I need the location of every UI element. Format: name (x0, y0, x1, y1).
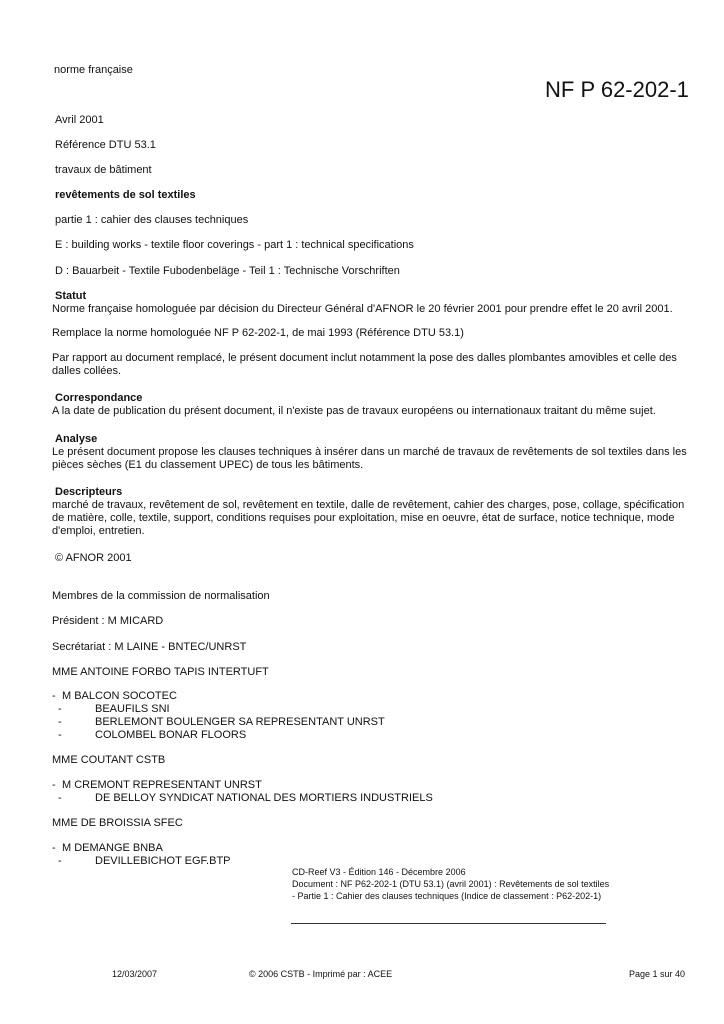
member-dash: - (52, 779, 56, 791)
descripteurs-heading: Descripteurs (55, 486, 123, 498)
member-dash: - (52, 842, 56, 854)
descripteurs-text: marché de travaux, revêtement de sol, revêtement en textile, dalle de revêtement, cahier des charges, pose, collage, spécification de matière, colle, textile, support, conditions requises pour exploitation, mise en oeuvre, état de surface, notice technique, mode d'emploi, entretien. (52, 499, 685, 537)
reference-block (292, 866, 610, 902)
member-dash: - (58, 716, 62, 728)
footer-copyright: © 2006 CSTB - Imprimé par : ACEE (249, 969, 393, 979)
member-debelloy: DE BELLOY SYNDICAT NATIONAL DES MORTIERS INDUSTRIELS (95, 792, 433, 804)
commission-secretariat: Secrétariat : M LAINE - BNTEC/UNRST (52, 641, 247, 653)
member-dash: - (58, 703, 62, 715)
commission-president: Président : M MICARD (52, 615, 164, 627)
member-dash: - (58, 729, 62, 741)
statut-text: Norme française homologuée par décision du Directeur Général d'AFNOR le 20 février 2001 pour prendre effet le 20 avril 2001. (52, 303, 673, 315)
document-date: Avril 2001 (55, 114, 104, 126)
german-title: D : Bauarbeit - Textile Fubodenbeläge - Teil 1 : Technische Vorschriften (55, 265, 400, 277)
document-subject: revêtements de sol textiles (55, 189, 196, 201)
document-part: partie 1 : cahier des clauses techniques (55, 214, 249, 226)
dtu-reference: Référence DTU 53.1 (55, 139, 156, 151)
footer-date: 12/03/2007 (112, 969, 158, 979)
english-title: E : building works - textile floor coverings - part 1 : technical specifications (55, 239, 414, 251)
member-dash: - (52, 690, 56, 702)
reference-divider (291, 923, 606, 924)
member-dash: - (58, 792, 62, 804)
document-number: NF P 62-202-1 (545, 77, 689, 102)
statut-rapport: Par rapport au document remplacé, le présent document inclut notamment la pose des dalles plombantes amovibles et celle des dalles collées. (52, 352, 677, 377)
afnor-copyright: © AFNOR 2001 (55, 552, 132, 564)
member-cremont: M CREMONT REPRESENTANT UNRST (62, 779, 262, 791)
reference-edition: CD-Reef V3 - Édition 146 - Décembre 2006 (292, 867, 466, 877)
correspondance-heading: Correspondance (55, 392, 143, 404)
member-antoine: MME ANTOINE FORBO TAPIS INTERTUFT (52, 666, 269, 678)
member-balcon: M BALCON SOCOTEC (62, 690, 177, 702)
analyse-text: Le présent document propose les clauses techniques à insérer dans un marché de travaux de revêtements de sol textiles dans les pièces sèches (E1 du classement UPEC) de tous les bâtiments. (52, 446, 687, 471)
statut-replace: Remplace la norme homologuée NF P 62-202-1, de mai 1993 (Référence DTU 53.1) (52, 327, 464, 339)
member-dash: - (58, 855, 62, 867)
member-devillebichot: DEVILLEBICHOT EGF.BTP (95, 855, 231, 867)
member-colombel: COLOMBEL BONAR FLOORS (95, 729, 247, 741)
correspondance-text: A la date de publication du présent document, il n'existe pas de travaux européens ou internationaux traitant du même sujet. (52, 405, 656, 417)
reference-document: Document : NF P62-202-1 (DTU 53.1) (avril 2001) : Revêtements de sol textiles - Partie 1 : Cahier des clauses techniques (Indice de classement : P62-202-1) (292, 879, 610, 901)
member-coutant: MME COUTANT CSTB (52, 754, 166, 766)
analyse-heading: Analyse (55, 433, 98, 445)
statut-heading: Statut (55, 290, 87, 302)
member-berlemont: BERLEMONT BOULENGER SA REPRESENTANT UNRST (95, 716, 385, 728)
document-category: travaux de bâtiment (55, 164, 152, 176)
norme-label: norme française (54, 64, 133, 76)
member-demange: M DEMANGE BNBA (62, 842, 163, 854)
footer-page-number: Page 1 sur 40 (629, 969, 686, 979)
commission-title: Membres de la commission de normalisation (52, 590, 270, 602)
member-beaufils: BEAUFILS SNI (95, 703, 170, 715)
member-debroissia: MME DE BROISSIA SFEC (52, 817, 183, 829)
